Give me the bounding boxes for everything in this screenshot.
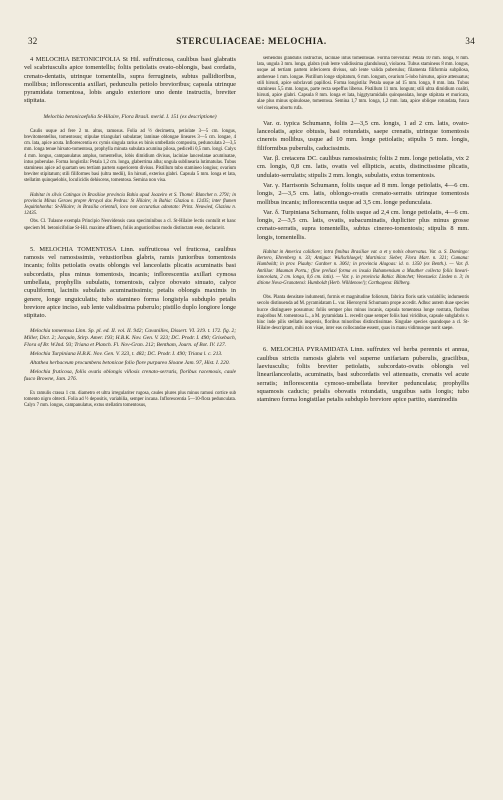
variety-alpha: Var. α. typica Schumann, foliis 2—3,5 cm. longis, 1 ad 2 cm. latis, ovato-lanceolatis, apice obtusis, basi rotundatis, saepe crenatis, utrinque tomentosis cinereis mollibus, usque ad 10 mm. longe petiolatis; stipulis 5 mm. longis, filiformibus puberulis, caducissimis. [257,119,469,152]
species-4-synonymy: Melochia betonicaefolia St-Hilaire, Flora Brasil. merid. I. 151 (ex descriptione) [43,113,217,120]
species-4-description: 4 MELOCHIA BETONICIFOLIA St Hil. suffruticosa, caulibus basi glabratis vel scabriusculis apice tomentellis; foliis petiolatis ovato-oblongis, basi cordatis, crenato-dentatis, utrinque tomentellis, supra ferrugineis, subtus pallidioribus, mollibus; inflorescentia axillari, pedunculis petiolo brevioribus; capsula utrinque pyramidata tomentosa, lobis angulo exteriore uno dente instructis, breviter stipitata. [24,56,236,105]
variety-gamma: Var. γ. Harrisonis Schumann, foliis usque ad 8 mm. longe petiolatis, 4—6 cm. longis, 2—3,5 cm. latis, oblongo-ovatis crenato-serratis utrinque tomentosis mollibus incanis; inflorescentia usque ad 3,5 cm. longe pedunculata. [257,181,469,206]
page-number-left: 32 [28,36,38,46]
species-4-observation: Obs. Cl. Tulasne exempla Principio Neuvidensis casu speciminibus a cl. St-Hilaire lectis contulit et hanc speciem M. betonicifoliae St-Hil. maxime affinem, foliis angustioribus modo distinctam esse, declaravit. [24,219,236,231]
species-5-habitat: Habitat in America calidiore; intra fimibus Brasiliae var. α et γ nobis observatus. Var. α. S. Domingo: Bertero, Ehrenberg n. 33; Antigua: Wullschlaegel; Martinica: Sieber, Flora Mart. n. 321; Cumana: Humboldt; in prov. Piauhy: Gardner n. 3061; in provincia Alagoas: id. n. 1350 (ex Benth.). — Var. β. Antillae: Mauman Portu.; (fine preliaxi forma ex insula Bahamensium a Mauther collecta foliis lineari-lanceolata, 2 cm. longa, 0,6 cm. latis). — Var. γ. in provincia Bahia: Blanchet; Venezuela: Linden n. 3; in ditione Nova-Granatensi: Humboldt (Herb. Willdenow!); Carthagena: Billberg. [257,249,469,286]
species-5-description-continued: semendiis glandulis instructus, laciniae intus tomentosae. Forma brevistila: Petala 10 mm. longa, 8 mm. lata, ungula 3 mm. longa, glabra (sub lente validissima glandulosa), violacea. Tubus stamineus 8 mm. longus, usque ad tertiam partem inferiorem divisus, sub lente valida puberulus; filamenta filiformia subpilosa, anthereae 1 mm. longae. Pistillum longe stipitatum, 6 mm. longum, ovarium 5-lobo hirsutus, apice attenuatus; stili hirsuti, apice subclavati papillosi. Forma longistila: Petala usque ad 15 mm. longa, 8 mm. lata. Tubus stamineus 5,5 mm. longus, parte recta sepeffus liberus. Pistillum 11 mm. longum; stili ultra dimidium coaliti, hirsuti, apice glabri. Capsula 8 mm. longa et lata, higgtyramidalis quinquealata, longe stipitata et muricata, alae plus minus spinulosae, tomentosa. Semina 1,7 mm. longa, 1,2 mm. lata, apice oblique rotundata, fusca vel cinerea, abortu rufa. [257,56,469,111]
species-5-synonymy-3: Altathea herbaceum procumbens betonicae folio flore purpureo Sloane Jam. 97, Hist. I. 220. [30,360,230,367]
species-4-habitat: Habitat in silvis Catingas in Brasiliae provincia Bahia apud Joazeiro et S. Thomé: Blanchet n. 2791; in provincia Minas Geraes propre Arrayal das Pedras: St Hilaire; in Bahia: Glaziou n. 12435; inter flumen Jequitinhonha: St-Hilaire; in Brasilia orientali, loco non accuratius adnotato: Prinz. Neuwied, Glaziou n. 12435. [24,192,236,217]
species-5-synonymy-4: Melochia fruticosa, foliis ovatis oblongis villosis crenato-serratis, floribus racemosis, caule fusco Browne, Jam. 276. [24,368,236,382]
species-5-synonymy-2: Melochia Turpiniana H.B.K. Nov. Gen. V. 323, t. 482; DC. Prodr. I. 490; Triana l. c. 213. [30,351,223,358]
species-5-observation: Obs. Planta densitate indumenti, formis et magnitudine foliorum, fabrica floris satis variabilis; indumentis secolo distinuenda ad M. pyramidatam L. var. Hieronymi Schumann prope accedit. Adhuc autem duae species hucce distinguere possumus: foliis semper plus minus incanis, capsula tomentosa longe rostrata, floribus majoribus M. tomentosa L., a M. pyramidata L. recedit quae semper foliis basi viridibus, capsule subglabris v. hinc inde pilis stellatis inspersis, floribus minoribus distinctissimae. Singulae species quandoque a cl. St-Hilaire descriptam, mihi non visae, inter eas collocandae essent, quas in manu vidimusque norit saepe. [257,295,469,332]
page-number-right: 34 [465,36,475,46]
running-title: STERCULIACEAE: MELOCHIA. [176,36,327,46]
species-5-synonymy-1: Melochia tomentosa Linn. Sp. pl. ed. II. vol. II. 942; Cavanilles, Dissert. VI. 319. t. 172. fig. 2; Miller, Dict. 2; Jacquin, Stirp. Amer. 193; H.B.K. Nov. Gen. V. 323; DC. Prodr. I. 490; Grisebach, Flora of Br. W.Ind. 93; Triana et Planch. Fl. Nov-Gran. 212; Bentham, Journ. of Bot. IV. 127. [24,328,236,349]
variety-delta: Var. δ. Turpiniana Schumann, foliis usque ad 2,4 cm. longe petiolatis, 4—6 cm. longis, 2—3,5 cm. latis, ovatis, subacuminatis, dupliciter plus minus grosse crenato-serratis, supra tomentellis, subtus cinereo-tomentosis; stipulis 8 mm. longis, tomentellis. [257,208,469,241]
variety-beta: Var. β. cretacens DC. caulibus ramosissimis; foliis 2 mm. longe petiolatis, vix 2 cm. longis, 0,8 cm. latis, ovatis vel ellipticis, acutis, distinctissime plicatis, undulato-serrulatis; stipulis 2 mm. longis, subulatis, extus tomentosis. [257,155,469,179]
species-5-description: 5. MELOCHIA TOMENTOSA Linn. suffruticosa vel fruticosa, caulibus ramosis vel ramosissimis, vetustioribus glabris, ramis junioribus tomentosis incanis; foliis petiolatis ovatis oblongis vel lanceolatis plicatis acuminatis basi subcordatis, plus minus tomentosis, incanis; inflorescentia axillari cymosa umbellata, prophyllis subulatis, tomentosis, calyce obovato sinuato, calyce cupuliformi, laciniis subulatis acuminatissimis; petalis oblongis maximis in genere, longe unguiculatis; tubo stamineo forma longistyla subduplo petalis breviore apice inciso, sub lente validissima puberulo; pistillo duplo longiore longe stipitato. [24,245,236,320]
species-6-description: 6. MELOCHIA PYRAMIDATA Linn. suffrutex vel herba perennis et annua, caulibus strictis ramosis glabris vel superne unifariam puberulis, gracilibus, laeviusculis; foliis breviter petiolatis, subcordato-ovatis oblongis vel linearilanceolatis, acuminatis, basi subcordatis vel attenuatis, crenatis vel acute serratis; inflorescentia cymoso-umbellata breviter pedunculata; prophyllis squamosis caducis; petalis obovatis rotundatis, unguibus satis longis; tubo stamineo forma longistilae petalis subduplo breviore apice partito, staminodiis [257,346,469,404]
right-column [257,56,469,786]
species-4-detailed-description: Caulis usque ad fere 2 m. altus, ramosus. Folia ad ½ decimetra, petiolate 3—5 cm. longus, brevitomentellus, tomentosus; stipulae triangulari subulatae; laminae oblongae lineares 3—5 cm. longae, 4 cm. lata, apice acuta. Inflorescentia ex cymis singula rarius ex binis umbellatis composita, pedunculata 2—3,5 mm. longa tenue hirsuto-tomentosa, prophylla minuta subulata acumina pilosa, pedicelli 0,5 mm. longi. Calyx 4 mm. longus, campanulatus amplus, tomentellus, lobis dimidium divisus, laciniae lanceolatae acuminatae, intus puberulae. Forma longistila: Petala 1,2 cm. longa, glaberrima alba; ungula sublinearia lutimatulas. Tubus stamineus apice ad quartam seu tertiam partem superiorem divisus. Pistillum tubo stamineo longius; ovarium breviter stipitatum; stili filiformes basi (ultra medii), lin hirsuti, exterius glabri. Capsula 5 mm. longa et lata, stellatim quinquelobis, loculicidis dehiscens, tomentosa. Semina non visa. [24,128,236,184]
running-header [28,36,475,50]
species-5-detailed-description: Ex ramulis crassa 1 cm. diametro et ultra irregulariter rugosa, caules plures plus minus ramosi cortice sub tomento nigro obtecti. Folia ad ½ depositis, variabilia, semper incana. Inflorescentia 5—10-flora pedunculata. Calyx 7 mm. longus, campanulatus, extus stellatim tomentosus, [24,390,236,409]
left-column [24,56,236,786]
